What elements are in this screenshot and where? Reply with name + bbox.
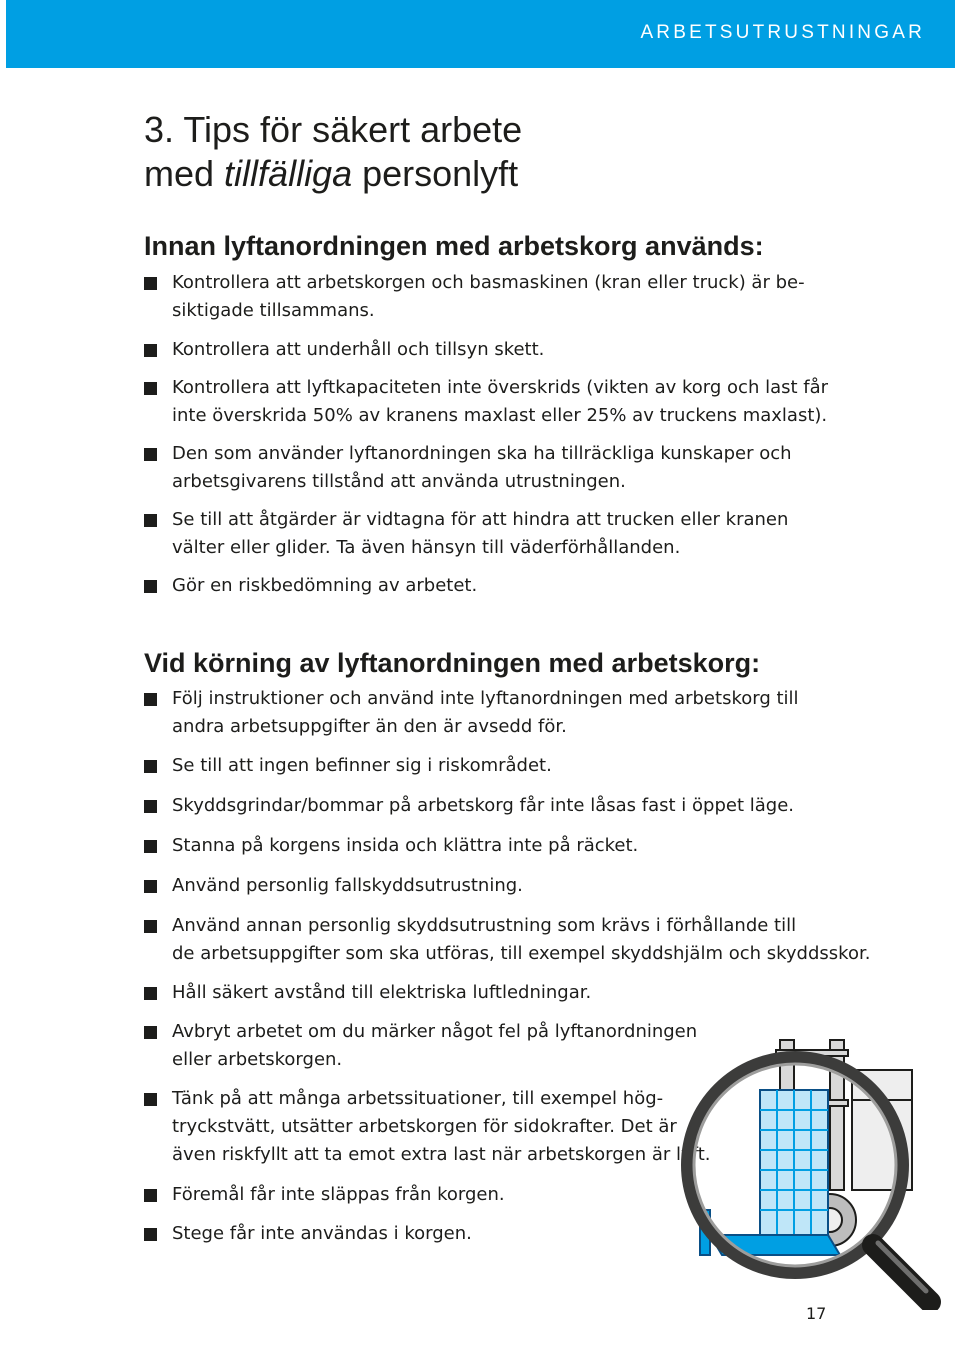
list-item-text: Kontrollera att lyftkapaciteten inte överskrids (vikten av korg och last får — [172, 377, 829, 398]
list-item — [144, 979, 870, 1007]
bullet-square-icon — [144, 1189, 157, 1202]
bullet-square-icon — [144, 1026, 157, 1039]
bullet-square-icon — [144, 760, 157, 773]
section2-heading: Vid körning av lyftanordningen med arbetskorg: — [144, 648, 761, 678]
bullet-square-icon — [144, 800, 157, 813]
list-item-text: Tänk på att många arbetssituationer, till exempel hög- — [172, 1088, 664, 1109]
list-item — [144, 792, 870, 820]
list-item-text: Den som använder lyftanordningen ska ha tillräckliga kunskaper och — [172, 443, 792, 464]
bullet-square-icon — [144, 382, 157, 395]
list-item-text: Stanna på korgens insida och klättra inte på räcket. — [172, 835, 639, 856]
list-item — [144, 752, 870, 780]
bullet-square-icon — [144, 920, 157, 933]
page-title-line2-pre: med — [144, 153, 225, 194]
list-item — [144, 506, 828, 562]
list-item — [144, 912, 870, 968]
bullet-square-icon — [144, 880, 157, 893]
list-item-text: Kontrollera att arbetskorgen och basmaskinen (kran eller truck) är be- — [172, 272, 805, 293]
list-item — [144, 572, 828, 600]
header-title: ARBETSUTRUSTNINGAR — [640, 22, 925, 43]
bullet-square-icon — [144, 1093, 157, 1106]
list-item-text: Se till att åtgärder är vidtagna för att hindra att trucken eller kranen — [172, 509, 789, 530]
bullet-square-icon — [144, 1228, 157, 1241]
list-item-text: Stege får inte användas i korgen. — [172, 1223, 472, 1244]
list-item — [144, 269, 828, 325]
page-title-line1: 3. Tips för säkert arbete — [144, 109, 523, 150]
bullet-square-icon — [144, 277, 157, 290]
list-item-text: Avbryt arbetet om du märker något fel på lyftanordningen — [172, 1021, 698, 1042]
bullet-square-icon — [144, 514, 157, 527]
page-number: 17 — [806, 1304, 827, 1323]
list-item-text: välter eller glider. Ta även hänsyn till väderförhållanden. — [172, 537, 681, 558]
magnifier-forklift-basket-icon — [680, 1010, 950, 1310]
section1-list — [144, 269, 828, 600]
bullet-square-icon — [144, 448, 157, 461]
list-item-text: Skyddsgrindar/bommar på arbetskorg får inte låsas fast i öppet läge. — [172, 795, 794, 816]
bullet-square-icon — [144, 580, 157, 593]
section1-heading: Innan lyftanordningen med arbetskorg används: — [144, 231, 764, 261]
list-item-text: eller arbetskorgen. — [172, 1049, 343, 1070]
list-item-text: även riskfyllt att ta emot extra last när arbetskorgen är lyft. — [172, 1144, 711, 1165]
list-item-text: Gör en riskbedömning av arbetet. — [172, 575, 478, 596]
list-item — [144, 832, 870, 860]
bullet-square-icon — [144, 987, 157, 1000]
list-item — [144, 374, 828, 430]
page-title-line2-post: personlyft — [352, 153, 519, 194]
page-title — [144, 108, 522, 196]
list-item-text: Använd annan personlig skyddsutrustning som krävs i förhållande till — [172, 915, 797, 936]
list-item-text: Kontrollera att underhåll och tillsyn skett. — [172, 339, 545, 360]
bullet-square-icon — [144, 344, 157, 357]
header-bar — [6, 0, 955, 68]
list-item-text: Följ instruktioner och använd inte lyftanordningen med arbetskorg till — [172, 688, 799, 709]
list-item — [144, 872, 870, 900]
page-title-emphasis: tillfälliga — [224, 153, 353, 194]
list-item — [144, 336, 828, 364]
list-item — [144, 685, 870, 741]
list-item-text: inte överskrida 50% av kranens maxlast eller 25% av truckens maxlast). — [172, 405, 828, 426]
list-item-text: Se till att ingen befinner sig i riskområdet. — [172, 755, 552, 776]
list-item-text: arbetsgivarens tillstånd att använda utrustningen. — [172, 471, 626, 492]
list-item-text: Använd personlig fallskyddsutrustning. — [172, 875, 523, 896]
bullet-square-icon — [144, 693, 157, 706]
list-item-text: siktigade tillsammans. — [172, 300, 375, 321]
list-item-text: Föremål får inte släppas från korgen. — [172, 1184, 505, 1205]
list-item-text: andra arbetsuppgifter än den är avsedd för. — [172, 716, 567, 737]
list-item-text: tryckstvätt, utsätter arbetskorgen för sidokrafter. Det är — [172, 1116, 677, 1137]
list-item-text: de arbetsuppgifter som ska utföras, till exempel skyddshjälm och skyddsskor. — [172, 943, 871, 964]
list-item-text: Håll säkert avstånd till elektriska luftledningar. — [172, 982, 592, 1003]
list-item — [144, 440, 828, 496]
bullet-square-icon — [144, 840, 157, 853]
